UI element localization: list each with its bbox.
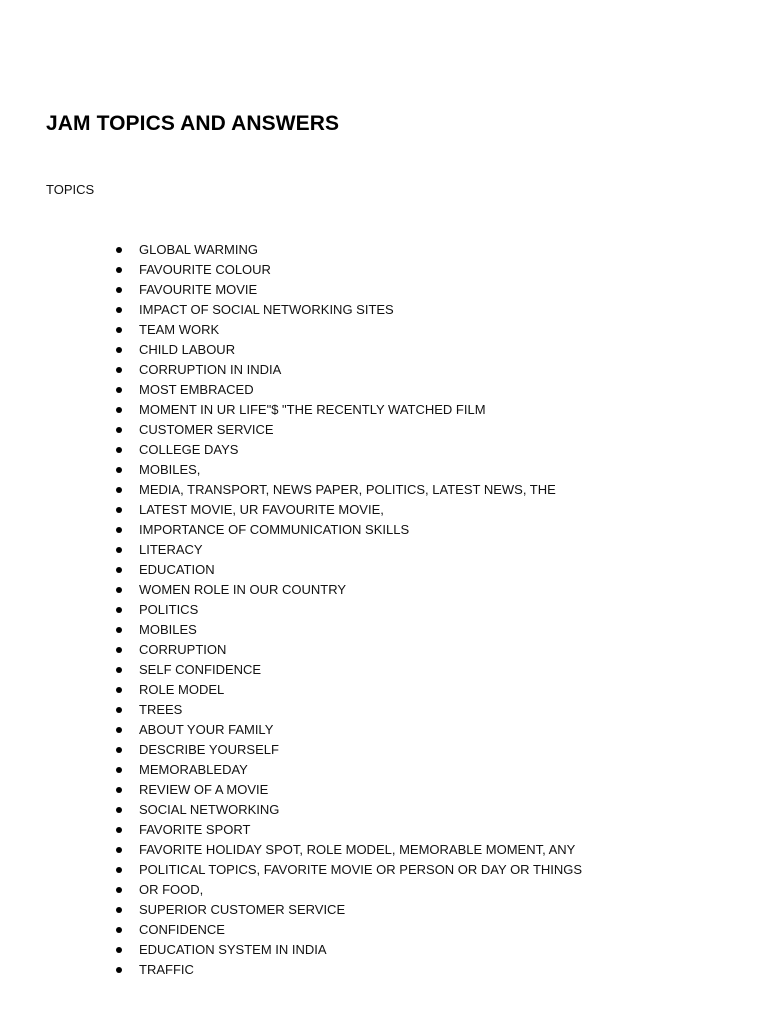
topic-text: LITERACY: [139, 542, 203, 557]
bullet-icon: [116, 767, 122, 773]
bullet-icon: [116, 867, 122, 873]
topic-text: MOMENT IN UR LIFE"$ "THE RECENTLY WATCHED FILM: [139, 402, 486, 417]
topic-text: CONFIDENCE: [139, 922, 225, 937]
topic-text: IMPORTANCE OF COMMUNICATION SKILLS: [139, 522, 410, 537]
topic-text: FAVORITE HOLIDAY SPOT, ROLE MODEL, MEMORABLE MOMENT, ANY: [139, 842, 576, 857]
bullet-icon: [116, 327, 122, 333]
topic-text: EDUCATION SYSTEM IN INDIA: [139, 942, 327, 957]
bullet-icon: [116, 607, 122, 613]
bullet-icon: [116, 287, 122, 293]
bullet-icon: [116, 567, 122, 573]
topic-text: POLITICS: [139, 602, 199, 617]
topic-text: CORRUPTION IN INDIA: [139, 362, 282, 377]
topic-text: DESCRIBE YOURSELF: [139, 742, 279, 757]
topic-text: WOMEN ROLE IN OUR COUNTRY: [139, 582, 347, 597]
topic-text: IMPACT OF SOCIAL NETWORKING SITES: [139, 302, 394, 317]
bullet-icon: [116, 387, 122, 393]
bullet-icon: [116, 247, 122, 253]
topic-text: SELF CONFIDENCE: [139, 662, 262, 677]
topic-text: LATEST MOVIE, UR FAVOURITE MOVIE,: [139, 502, 384, 517]
topic-text: GLOBAL WARMING: [139, 242, 258, 257]
bullet-icon: [116, 827, 122, 833]
topic-text: FAVORITE SPORT: [139, 822, 251, 837]
topic-text: SUPERIOR CUSTOMER SERVICE: [139, 902, 346, 917]
bullet-icon: [116, 667, 122, 673]
topic-text: CORRUPTION: [139, 642, 227, 657]
bullet-icon: [116, 647, 122, 653]
topic-text: MEDIA, TRANSPORT, NEWS PAPER, POLITICS, LATEST NEWS, THE: [139, 482, 556, 497]
topic-text: MEMORABLEDAY: [139, 762, 248, 777]
bullet-icon: [116, 427, 122, 433]
bullet-icon: [116, 547, 122, 553]
bullet-icon: [116, 627, 122, 633]
bullet-icon: [116, 587, 122, 593]
topic-text: ROLE MODEL: [139, 682, 225, 697]
bullet-icon: [116, 687, 122, 693]
topic-text: TEAM WORK: [139, 322, 220, 337]
bullet-icon: [116, 367, 122, 373]
topic-text: EDUCATION: [139, 562, 215, 577]
bullet-icon: [116, 907, 122, 913]
topic-text: REVIEW OF A MOVIE: [139, 782, 269, 797]
topic-text: POLITICAL TOPICS, FAVORITE MOVIE OR PERSON OR DAY OR THINGS: [139, 862, 583, 877]
bullet-icon: [116, 447, 122, 453]
topic-text: ABOUT YOUR FAMILY: [139, 722, 274, 737]
topic-text: SOCIAL NETWORKING: [139, 802, 280, 817]
document-title: JAM TOPICS AND ANSWERS: [46, 112, 340, 135]
topic-text: MOBILES: [139, 622, 197, 637]
bullet-icon: [116, 947, 122, 953]
bullet-icon: [116, 347, 122, 353]
topic-text: OR FOOD,: [139, 882, 204, 897]
topic-text: CHILD LABOUR: [139, 342, 236, 357]
bullet-icon: [116, 787, 122, 793]
topic-text: COLLEGE DAYS: [139, 442, 239, 457]
bullet-icon: [116, 527, 122, 533]
topic-text: FAVOURITE MOVIE: [139, 282, 258, 297]
bullet-icon: [116, 307, 122, 313]
topic-text: MOBILES,: [139, 462, 201, 477]
bullet-icon: [116, 927, 122, 933]
bullet-icon: [116, 807, 122, 813]
bullet-icon: [116, 267, 122, 273]
bullet-icon: [116, 707, 122, 713]
bullet-icon: [116, 747, 122, 753]
bullet-icon: [116, 967, 122, 973]
bullet-icon: [116, 887, 122, 893]
bullet-icon: [116, 407, 122, 413]
topic-text: TREES: [139, 702, 183, 717]
bullet-icon: [116, 507, 122, 513]
bullet-icon: [116, 467, 122, 473]
bullet-icon: [116, 727, 122, 733]
bullet-icon: [116, 847, 122, 853]
topic-text: CUSTOMER SERVICE: [139, 422, 274, 437]
section-label-topics: TOPICS: [46, 182, 95, 197]
topic-text: TRAFFIC: [139, 962, 194, 977]
topic-text: FAVOURITE COLOUR: [139, 262, 271, 277]
bullet-icon: [116, 487, 122, 493]
topic-text: MOST EMBRACED: [139, 382, 254, 397]
